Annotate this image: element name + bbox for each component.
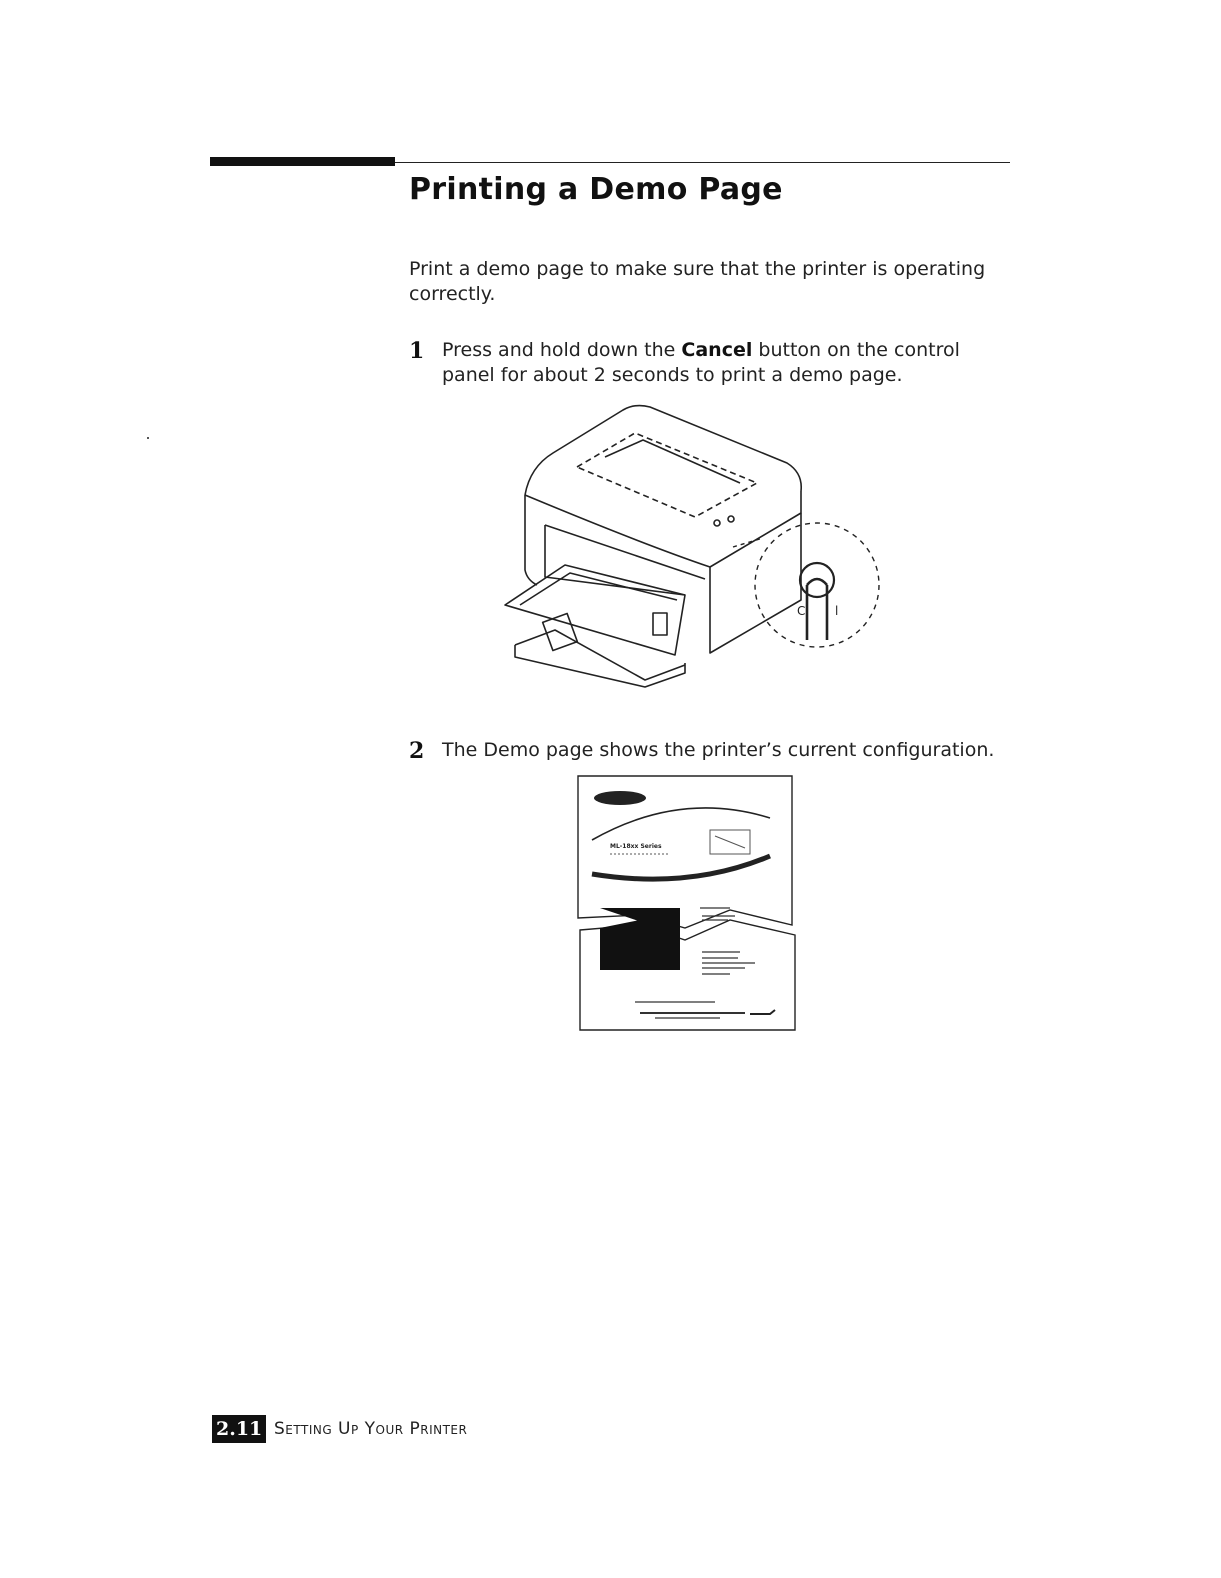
demo-page-model: ML-18xx Series: [610, 843, 662, 850]
header-rule-thin: [395, 162, 1010, 163]
svg-text:l: l: [835, 604, 839, 618]
cancel-button-name: Cancel: [681, 339, 753, 361]
header-rule-thick: [210, 157, 395, 166]
step-text: Press and hold down the Cancel button on the control panel for about 2 seconds to print a demo page.: [442, 339, 960, 386]
printer-illustration: [495, 395, 885, 695]
svg-text:C: C: [797, 604, 806, 618]
section-title: Printing a Demo Page: [409, 172, 783, 207]
scan-speck: [147, 437, 149, 439]
step-number: 1: [409, 338, 425, 364]
intro-paragraph: Print a demo page to make sure that the printer is operating correctly.: [409, 258, 986, 305]
step-text: The Demo page shows the printer’s current configuration.: [442, 739, 995, 761]
chapter-title: Setting Up Your Printer: [274, 1419, 468, 1439]
demo-page-illustration: [570, 770, 805, 1035]
step-number: 2: [409, 738, 425, 764]
page-number: 2.11: [212, 1415, 266, 1443]
